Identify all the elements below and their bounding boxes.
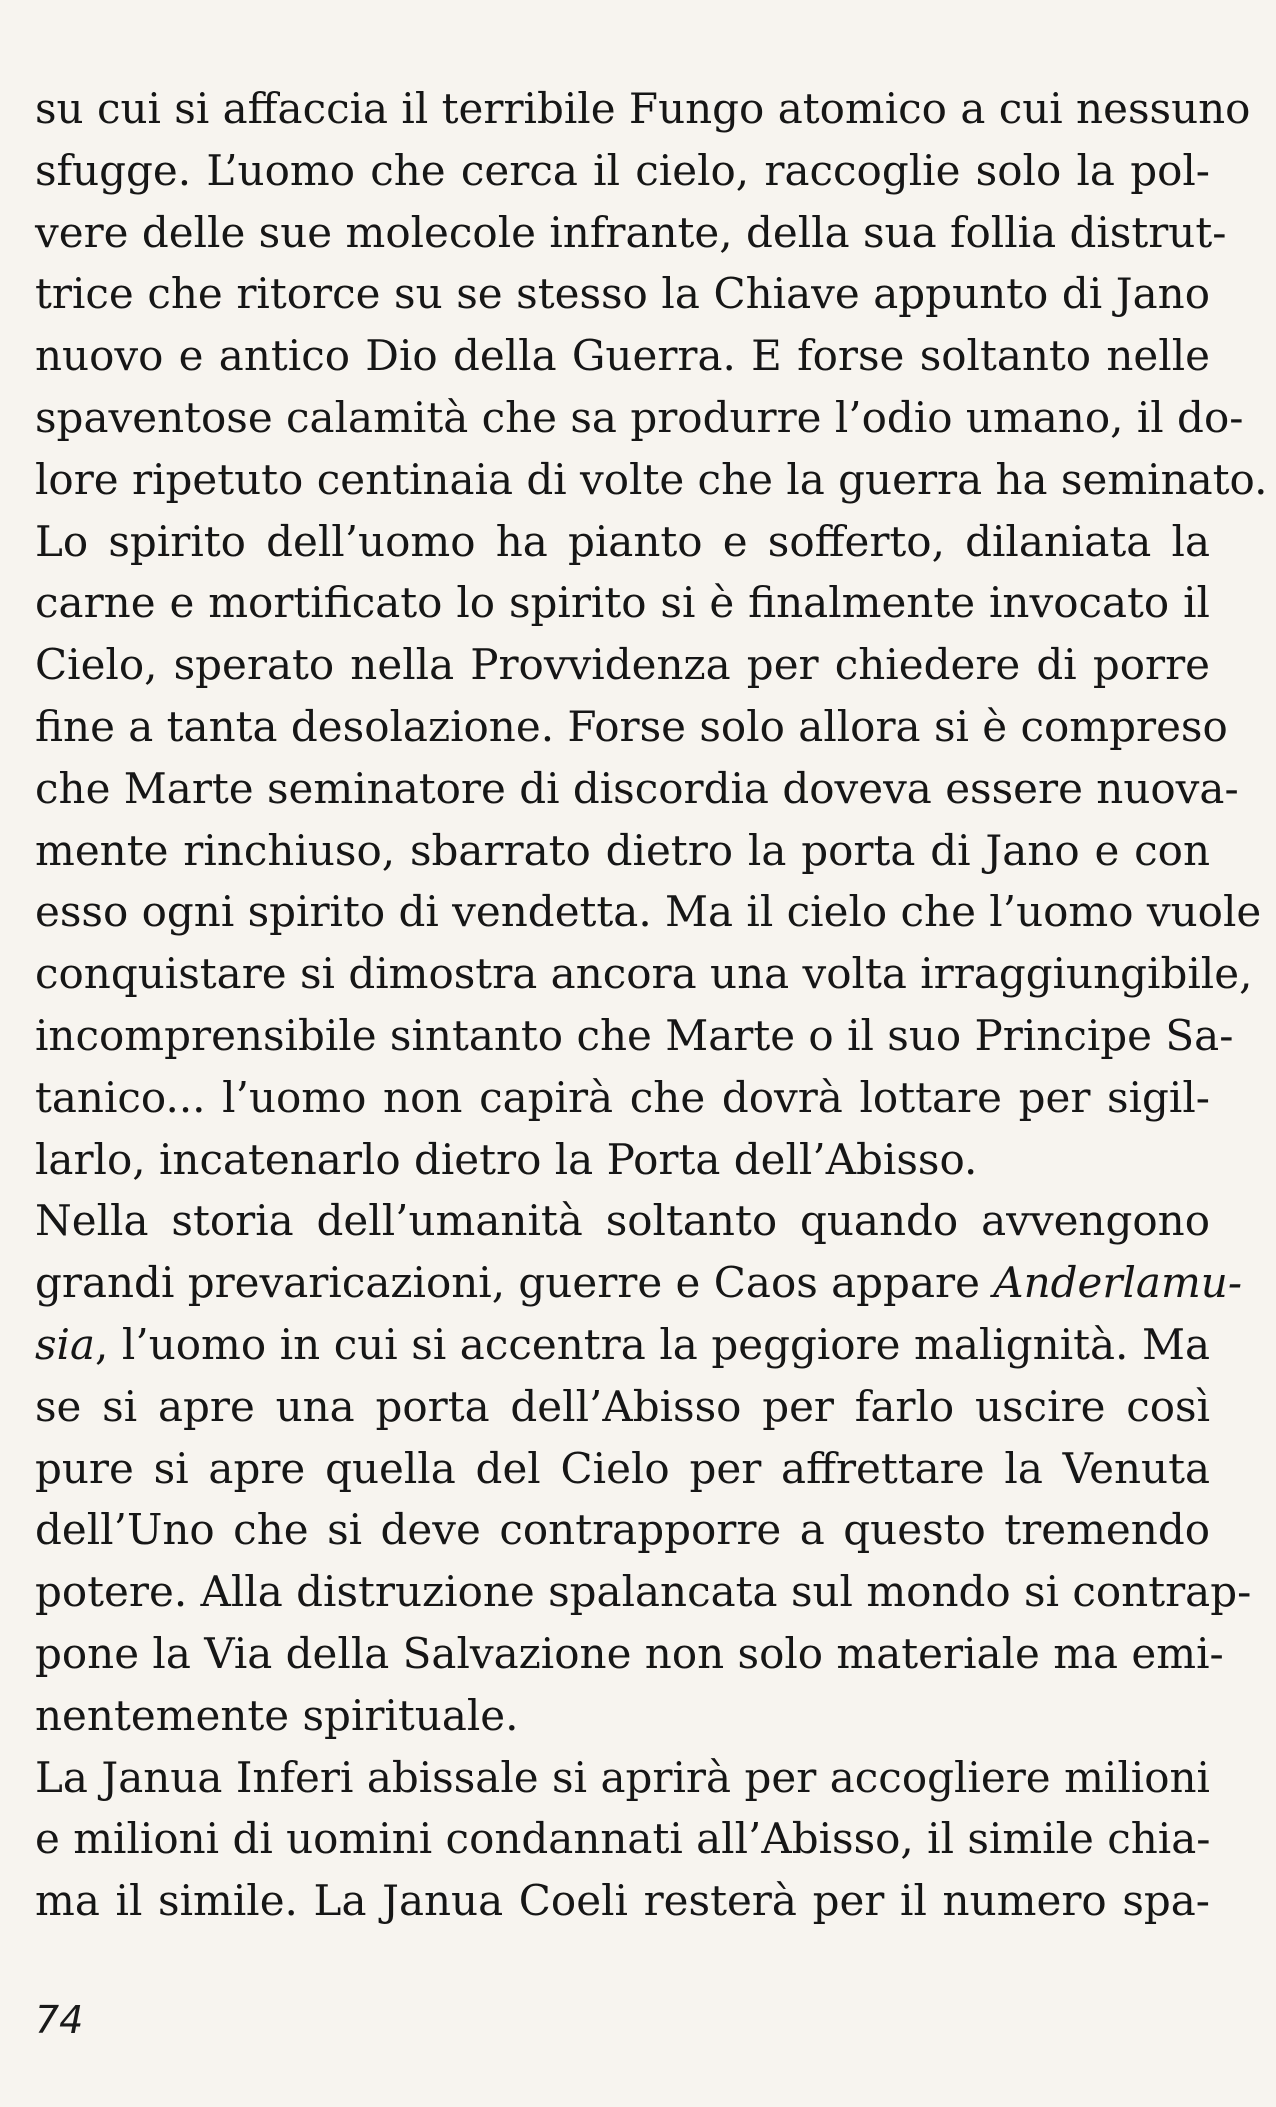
text-line: se si apre una porta dell’Abisso per farlo uscire così [35, 1381, 1210, 1431]
text-line: spaventose calamità che sa produrre l’odio umano, il do- [35, 392, 1244, 442]
text-run: , l’uomo in cui si accentra la peggiore malignità. Ma [95, 1319, 1210, 1369]
text-line: larlo, incatenarlo dietro la Porta dell’Abisso. [35, 1134, 978, 1184]
text-line: tanico... l’uomo non capirà che dovrà lottare per sigil- [35, 1072, 1210, 1122]
text-line: pone la Via della Salvazione non solo materiale ma emi- [35, 1628, 1224, 1678]
text-line: su cui si affaccia il terribile Fungo atomico a cui nessuno [35, 84, 1251, 133]
text-line: mente rinchiuso, sbarrato dietro la porta di Jano e con [35, 825, 1210, 875]
text-line: trice che ritorce su se stesso la Chiave appunto di Jano [35, 269, 1210, 319]
text-line: nuovo e antico Dio della Guerra. E forse soltanto nelle [35, 331, 1210, 381]
text-line: La Janua Inferi abissale si aprirà per accogliere milioni [35, 1752, 1210, 1802]
text-run: grandi prevaricazioni, guerre e Caos appare [35, 1258, 994, 1308]
text-line: conquistare si dimostra ancora una volta irraggiungibile, [35, 949, 1253, 999]
text-line [35, 1252, 1243, 1314]
text-line: vere delle sue molecole infrante, della sua follia distrut- [35, 207, 1227, 257]
body-text [35, 78, 1268, 1932]
text-line: esso ogni spirito di vendetta. Ma il cielo che l’uomo vuole [35, 887, 1262, 937]
page-number: 74 [35, 1998, 84, 2042]
text-line: nentemente spirituale. [35, 1690, 519, 1740]
text-line: lore ripetuto centinaia di volte che la guerra ha seminato. [35, 454, 1268, 504]
text-line: e milioni di uomini condannati all’Abisso, il simile chia- [35, 1814, 1211, 1864]
text-line: pure si apre quella del Cielo per affrettare la Venuta [35, 1443, 1210, 1493]
text-line: potere. Alla distruzione spalancata sul mondo si contrap- [35, 1567, 1252, 1617]
text-line: fine a tanta desolazione. Forse solo allora si è compreso [35, 701, 1228, 751]
text-line: Lo spirito dell’uomo ha pianto e sofferto, dilaniata la [35, 516, 1210, 566]
text-line: Cielo, sperato nella Provvidenza per chiedere di porre [35, 640, 1210, 690]
text-line: che Marte seminatore di discordia doveva essere nuova- [35, 763, 1239, 813]
text-line: dell’Uno che si deve contrapporre a questo tremendo [35, 1505, 1210, 1555]
italic-term: sia [35, 1319, 96, 1369]
text-line: Nella storia dell’umanità soltanto quando avvengono [35, 1196, 1210, 1246]
text-line: incomprensibile sintanto che Marte o il suo Principe Sa- [35, 1010, 1234, 1060]
text-line: sfugge. L’uomo che cerca il cielo, raccoglie solo la pol- [35, 145, 1210, 195]
text-line [35, 1314, 1210, 1376]
text-line: ma il simile. La Janua Coeli resterà per il numero spa- [35, 1876, 1210, 1926]
italic-term: Anderlamu- [993, 1258, 1243, 1308]
text-line: carne e mortificato lo spirito si è finalmente invocato il [35, 578, 1210, 628]
